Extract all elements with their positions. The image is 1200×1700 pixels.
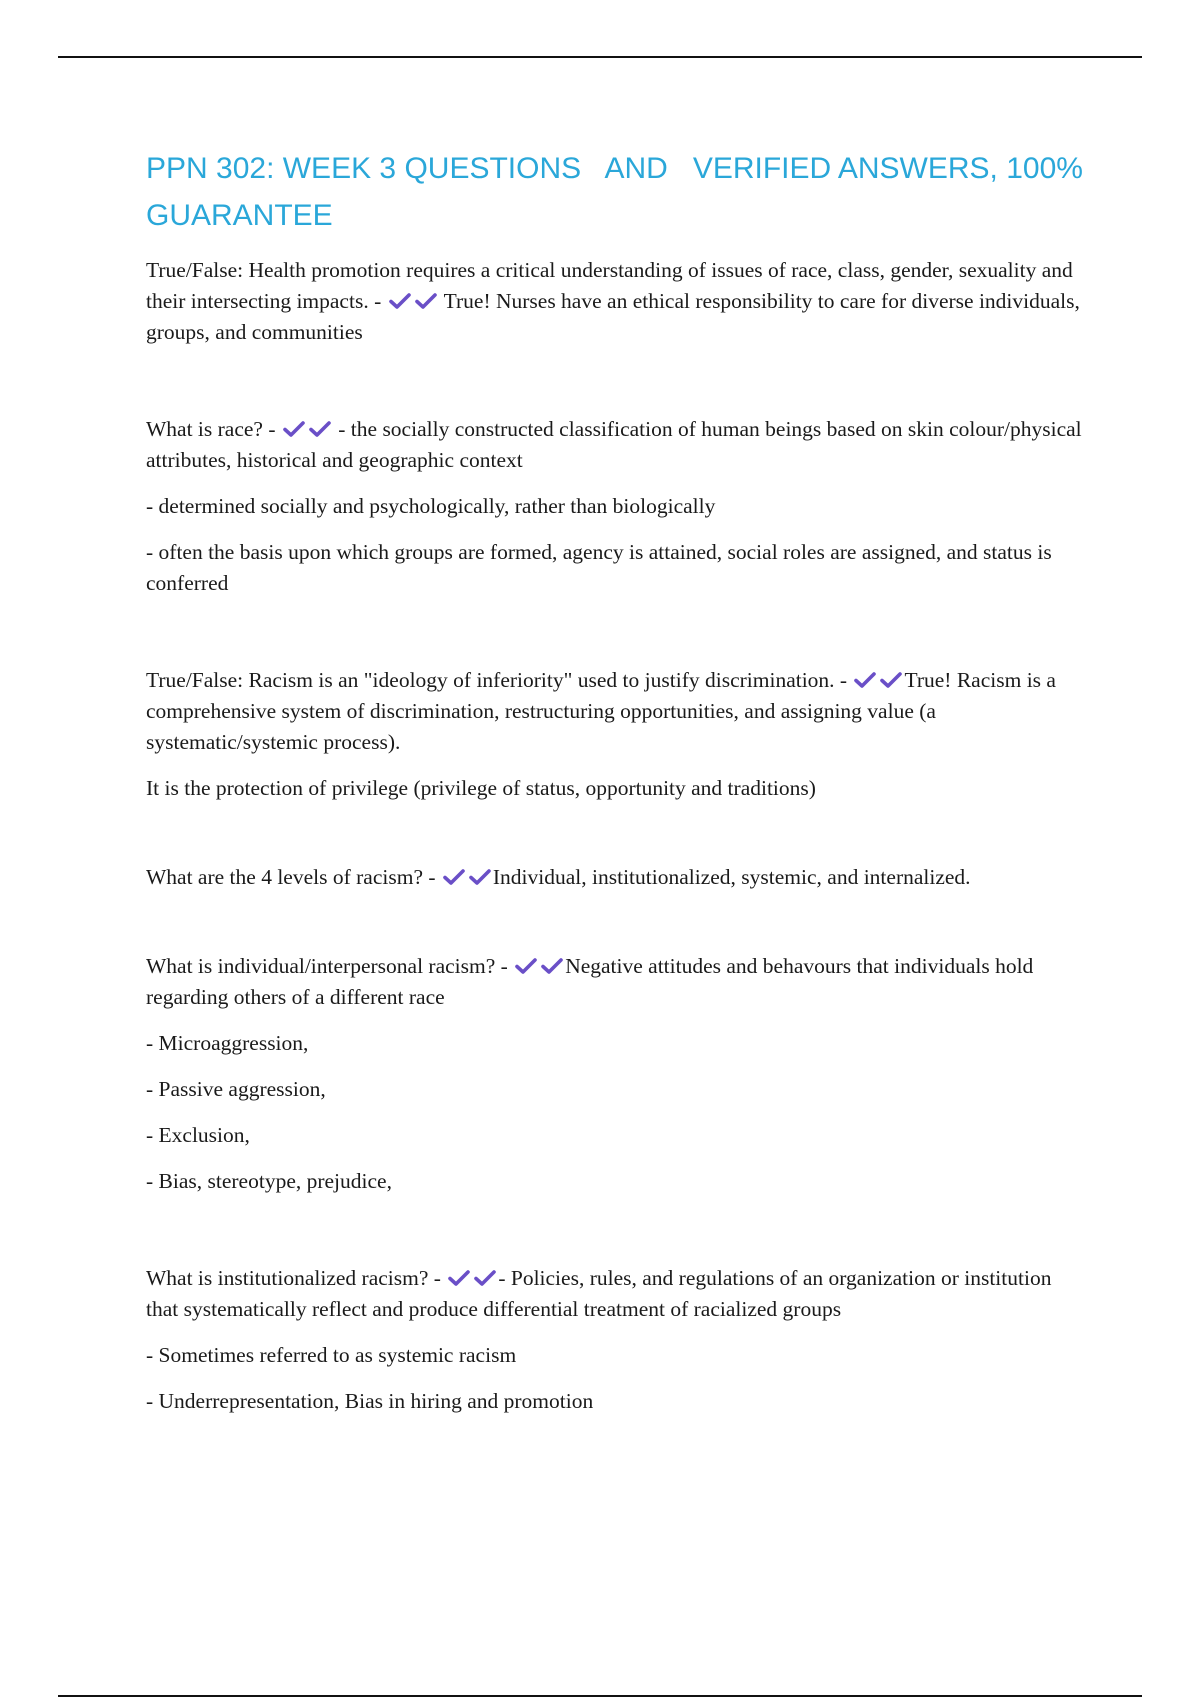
- check-icon: [514, 957, 538, 975]
- qa-entry-5: [146, 951, 1086, 1197]
- answer-detail: - Passive aggression,: [146, 1077, 326, 1101]
- qa-question-answer: [146, 414, 1086, 476]
- qa-entry-1: [146, 255, 1086, 348]
- answer-detail: - Sometimes referred to as systemic racism: [146, 1343, 517, 1367]
- qa-entry-3: [146, 665, 1086, 804]
- question-text: What is individual/interpersonal racism? -: [146, 954, 508, 978]
- qa-question-answer: [146, 862, 1086, 893]
- answer-detail: It is the protection of privilege (privilege of status, opportunity and traditions): [146, 776, 816, 800]
- top-rule: [58, 56, 1142, 58]
- check-icon: [282, 420, 306, 438]
- check-icon: [468, 868, 492, 886]
- qa-question-answer: [146, 951, 1086, 1013]
- question-text: What is institutionalized racism? -: [146, 1266, 441, 1290]
- answer-text: - the socially constructed classification of human beings based on skin colour/physical attributes, historical and geographic context: [146, 417, 1082, 472]
- answer-text: - Policies, rules, and regulations of an organization or institution that systematically reflect and produce differential treatment of racialized groups: [146, 1266, 1052, 1321]
- question-text: True/False: Racism is an "ideology of inferiority" used to justify discrimination. -: [146, 668, 848, 692]
- check-icon: [442, 868, 466, 886]
- answer-detail: - Bias, stereotype, prejudice,: [146, 1169, 392, 1193]
- answer-detail: - Exclusion,: [146, 1123, 250, 1147]
- question-text: True/False: Health promotion requires a critical understanding of issues of race, class, gender, sexuality and their intersecting impacts. -: [146, 258, 1073, 313]
- qa-question-answer: [146, 1263, 1086, 1325]
- check-icon: [447, 1269, 471, 1287]
- qa-entry-4: [146, 862, 1086, 893]
- question-text: What is race? -: [146, 417, 276, 441]
- answer-text: True! Racism is a comprehensive system of discrimination, restructuring opportunities, and assigning value (a systematic/systemic process).: [146, 668, 1056, 754]
- answer-text: Negative attitudes and behavours that individuals hold regarding others of a different race: [146, 954, 1034, 1009]
- answer-detail: - often the basis upon which groups are formed, agency is attained, social roles are assigned, and status is conferred: [146, 540, 1052, 595]
- document-body: [146, 145, 1092, 1432]
- answer-detail: - Microaggression,: [146, 1031, 309, 1055]
- qa-question-answer: [146, 665, 1086, 758]
- qa-entry-2: [146, 414, 1086, 599]
- document-title: PPN 302: WEEK 3 QUESTIONS AND VERIFIED ANSWERS, 100% GUARANTEE: [146, 152, 1092, 232]
- check-icon: [879, 671, 903, 689]
- answer-detail: - determined socially and psychologically, rather than biologically: [146, 494, 716, 518]
- check-icon: [414, 292, 438, 310]
- answer-text: True! Nurses have an ethical responsibility to care for diverse individuals, groups, and communities: [146, 289, 1080, 344]
- answer-text: Individual, institutionalized, systemic, and internalized.: [492, 865, 971, 889]
- check-icon: [473, 1269, 497, 1287]
- check-icon: [540, 957, 564, 975]
- check-icon: [853, 671, 877, 689]
- answer-detail: - Underrepresentation, Bias in hiring and promotion: [146, 1389, 594, 1413]
- question-text: What are the 4 levels of racism? -: [146, 865, 436, 889]
- qa-question-answer: [146, 255, 1086, 348]
- qa-entry-6: [146, 1263, 1086, 1417]
- bottom-rule: [58, 1695, 1142, 1697]
- check-icon: [308, 420, 332, 438]
- check-icon: [388, 292, 412, 310]
